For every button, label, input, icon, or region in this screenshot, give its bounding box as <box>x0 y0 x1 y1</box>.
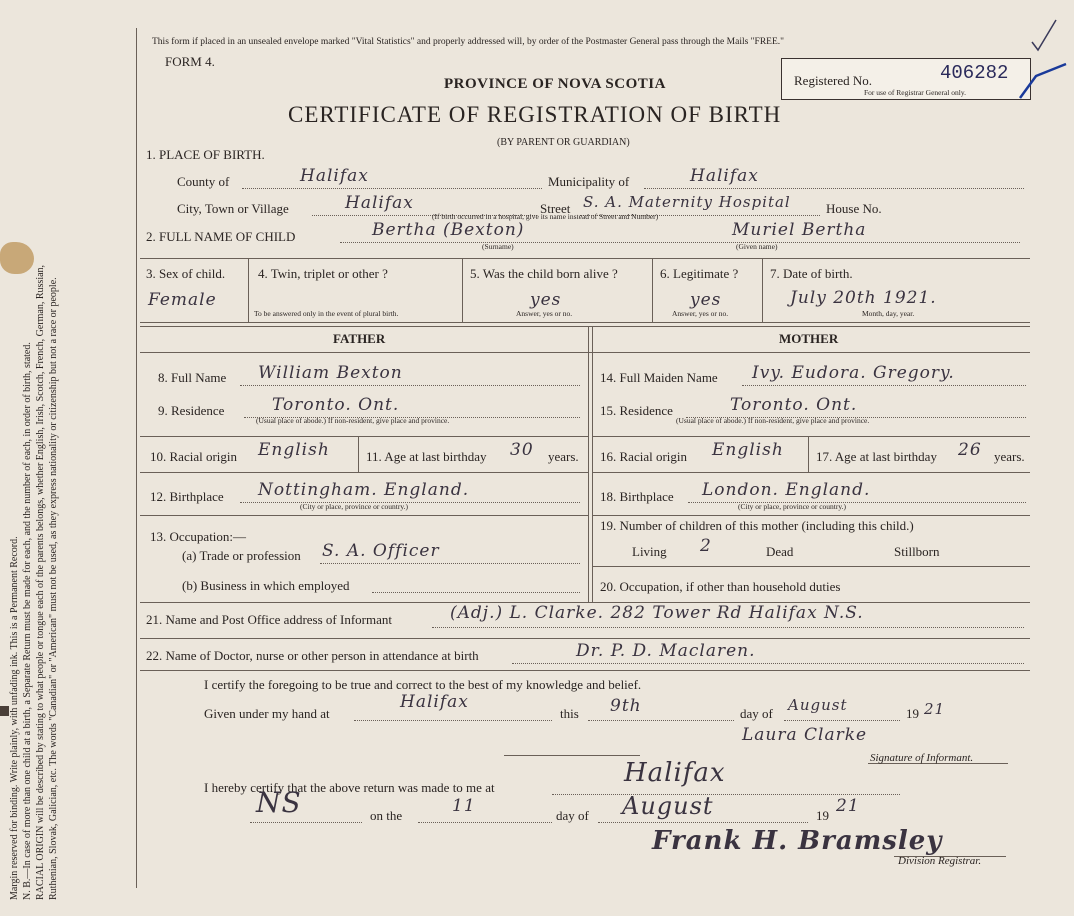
mother-children-label: 19. Number of children of this mother (including this child.) <box>600 518 914 533</box>
mother-age-label: 17. Age at last birthday <box>816 449 937 464</box>
mother-residence-value: Toronto. Ont. <box>730 395 858 415</box>
registrar-caption: Division Registrar. <box>898 855 982 867</box>
certify-statement: I certify the foregoing to be true and correct to the best of my knowledge and belief. <box>204 677 642 692</box>
registrar-on-label: on the <box>370 808 403 823</box>
father-heading: FATHER <box>333 331 386 346</box>
father-trade-label: (a) Trade or profession <box>182 548 301 563</box>
street-value: S. A. Maternity Hospital <box>583 193 791 211</box>
mother-racial-value: English <box>712 440 784 460</box>
mother-residence-caption: (Usual place of abode.) If non-resident, give place and province. <box>676 416 870 425</box>
registrar-signature: Frank H. Bramsley <box>652 826 943 856</box>
given-caption: (Given name) <box>736 242 778 251</box>
house-label: House No. <box>826 201 882 216</box>
child-name-label: 2. FULL NAME OF CHILD <box>146 229 296 244</box>
margin-line-1: Margin reserved for binding. Write plainly, with unfading ink. This is a Permanent Record. <box>9 536 20 900</box>
municipality-label: Municipality of <box>548 174 630 189</box>
child-surname-value: Bertha (Bexton) <box>372 220 525 240</box>
page-subtitle: (BY PARENT OR GUARDIAN) <box>497 137 630 148</box>
father-age-label: 11. Age at last birthday <box>366 449 487 464</box>
city-value: Halifax <box>345 193 414 213</box>
surname-caption: (Surname) <box>482 242 514 251</box>
mother-racial-label: 16. Racial origin <box>600 449 688 464</box>
father-name-value: William Bexton <box>258 363 403 383</box>
margin-rule <box>136 28 137 888</box>
dob-caption: Month, day, year. <box>862 309 915 318</box>
check-mark-icon <box>1010 14 1072 100</box>
margin-instructions <box>8 20 60 900</box>
father-residence-value: Toronto. Ont. <box>272 395 400 415</box>
registrar-month-value: August <box>622 792 714 820</box>
given-label: Given under my hand at <box>204 706 330 721</box>
margin-line-3: RACIAL ORIGIN will be described by stating to what people or tongue each of the parents belongs, whether English, Irish, Scotch, French, German, Russian, <box>35 264 46 900</box>
place-of-birth-heading: 1. PLACE OF BIRTH. <box>146 147 265 162</box>
father-birthplace-label: 12. Birthplace <box>150 489 224 504</box>
registered-label: Registered No. <box>794 73 872 88</box>
given-day-of-label: day of <box>740 706 773 721</box>
mother-name-value: Ivy. Eudora. Gregory. <box>752 363 955 383</box>
street-label: Street <box>540 201 571 216</box>
registrar-day-value: 11 <box>452 796 476 816</box>
mother-birthplace-caption: (City or place, province or country.) <box>738 502 847 511</box>
registration-box <box>781 58 1031 100</box>
given-year-prefix: 19 <box>906 706 919 721</box>
father-age-value: 30 <box>510 440 534 460</box>
margin-line-2: N. B.—In case of more than one child at a birth, a Separate Return must be made for each, and the number of each, in order of birth, stated. <box>22 342 33 900</box>
given-year-value: 21 <box>924 700 946 718</box>
legitimate-value: yes <box>690 290 722 310</box>
given-place-value: Halifax <box>400 692 469 712</box>
municipality-value: Halifax <box>690 166 759 186</box>
father-name-label: 8. Full Name <box>158 370 227 385</box>
registrar-year-value: 21 <box>836 796 860 816</box>
mother-birthplace-value: London. England. <box>702 480 871 500</box>
legitimate-label: 6. Legitimate ? <box>660 266 739 281</box>
father-birthplace-caption: (City or place, province or country.) <box>300 502 409 511</box>
informant-signature: Laura Clarke <box>742 725 868 745</box>
informant-label: 21. Name and Post Office address of Informant <box>146 612 392 627</box>
alive-label: 5. Was the child born alive ? <box>470 266 618 281</box>
father-age-unit: years. <box>548 449 579 464</box>
registered-number: 406282 <box>940 62 1009 84</box>
sex-label: 3. Sex of child. <box>146 266 226 281</box>
stillborn-label: Stillborn <box>894 544 940 559</box>
father-racial-value: English <box>258 440 330 460</box>
twin-label: 4. Twin, triplet or other ? <box>258 266 388 281</box>
mother-residence-label: 15. Residence <box>600 403 673 418</box>
page-title: CERTIFICATE OF REGISTRATION OF BIRTH <box>288 102 782 127</box>
doctor-label: 22. Name of Doctor, nurse or other person in attendance at birth <box>146 648 479 663</box>
father-business-label: (b) Business in which employed <box>182 578 350 593</box>
mother-age-unit: years. <box>994 449 1025 464</box>
alive-caption: Answer, yes or no. <box>516 309 573 318</box>
informant-value: (Adj.) L. Clarke. 282 Tower Rd Halifax N.S. <box>450 603 864 623</box>
registered-note: For use of Registrar General only. <box>864 88 966 97</box>
father-birthplace-value: Nottingham. England. <box>258 480 470 500</box>
dob-value: July 20th 1921. <box>790 288 937 308</box>
registrar-year-prefix: 19 <box>816 808 829 823</box>
mother-name-label: 14. Full Maiden Name <box>600 370 718 385</box>
father-racial-label: 10. Racial origin <box>150 449 238 464</box>
form-number: FORM 4. <box>165 54 215 69</box>
doctor-value: Dr. P. D. Maclaren. <box>576 641 756 661</box>
father-residence-caption: (Usual place of abode.) If non-resident, give place and province. <box>256 416 450 425</box>
father-residence-label: 9. Residence <box>158 403 225 418</box>
dead-label: Dead <box>766 544 794 559</box>
postal-notice: This form if placed in an unsealed envelope marked "Vital Statistics" and properly addressed will, by order of the Postmaster General pass through the Mails "FREE." <box>152 37 785 47</box>
mother-occupation-label: 20. Occupation, if other than household duties <box>600 579 841 594</box>
county-label: County of <box>177 174 230 189</box>
legitimate-caption: Answer, yes or no. <box>672 309 729 318</box>
mother-age-value: 26 <box>958 440 982 460</box>
this-label: this <box>560 706 579 721</box>
living-value: 2 <box>700 536 712 556</box>
alive-value: yes <box>530 290 562 310</box>
registrar-statement: I hereby certify that the above return was made to me at <box>204 780 495 795</box>
margin-line-4: Ruthenian, Slovak, Galician, etc. The words "Canadian" or "American" must not be used, as they express nationality or citizenship but not a race or people. <box>48 277 59 900</box>
city-label: City, Town or Village <box>177 201 289 216</box>
sex-value: Female <box>148 290 217 310</box>
registrar-place-value: Halifax <box>624 758 726 788</box>
registrar-prefix-value: NS <box>256 786 302 819</box>
hospital-note: (If birth occurred in a hospital, give its name instead of Street and Number) <box>432 212 659 221</box>
father-trade-value: S. A. Officer <box>322 541 440 561</box>
mother-birthplace-label: 18. Birthplace <box>600 489 674 504</box>
informant-signature-caption: Signature of Informant. <box>870 752 974 764</box>
given-month-value: August <box>788 696 848 714</box>
living-label: Living <box>632 544 667 559</box>
given-day-value: 9th <box>610 696 642 716</box>
county-value: Halifax <box>300 166 369 186</box>
dob-label: 7. Date of birth. <box>770 266 853 281</box>
mother-heading: MOTHER <box>779 331 839 346</box>
father-occupation-label: 13. Occupation:— <box>150 529 247 544</box>
province-heading: PROVINCE OF NOVA SCOTIA <box>444 76 666 92</box>
registrar-day-of-label: day of <box>556 808 589 823</box>
twin-caption: To be answered only in the event of plural birth. <box>254 309 399 318</box>
child-given-value: Muriel Bertha <box>732 220 867 240</box>
